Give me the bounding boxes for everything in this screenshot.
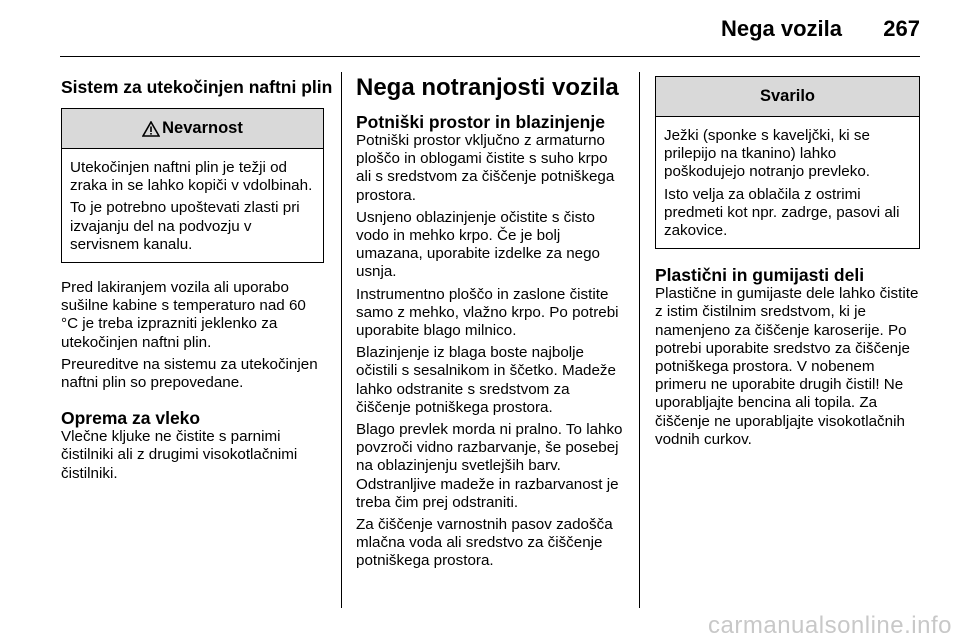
body-paragraph: Instrumentno ploščo in zaslone čistite samo z mehko, vlažno krpo. Po potrebi uporabite blago milnico. — [356, 285, 619, 340]
column-divider-1 — [341, 72, 342, 608]
warning-box — [61, 108, 324, 263]
warning-paragraph: To je potrebno upoštevati zlasti pri izvajanju del na podvozju v servisnem kanalu. — [70, 199, 300, 253]
caution-box-title: Svarilo — [759, 87, 816, 105]
column-3 — [655, 76, 920, 453]
body-paragraph: Blago prevlek morda ni pralno. To lahko povzroči vidno razbarvanje, še posebej na oblazinjenju svetlejših barv. Odstranljive madeže in razbarvanost je treba čim prej odstraniti. — [356, 421, 623, 511]
column-2 — [356, 76, 624, 575]
body-paragraph: Pred lakiranjem vozila ali uporabo sušilne kabine s temperaturo nad 60 °C je treba izprazniti jeklenko za utekočinjen naftni plin. — [61, 279, 306, 351]
section-heading-towing: Oprema za vleko — [61, 408, 201, 429]
warning-box-body — [62, 149, 323, 262]
warning-triangle-icon — [142, 121, 160, 137]
section-heading-lpg: Sistem za utekočinjen naftni plin — [61, 77, 333, 97]
watermark: carmanualsonline.info — [708, 612, 952, 639]
page-header — [0, 0, 960, 54]
body-paragraph: Za čiščenje varnostnih pasov zadošča mlačna voda ali sredstvo za čiščenje potniškega prostora. — [356, 516, 613, 570]
page-number: 267 — [883, 16, 920, 41]
caution-paragraph: Isto velja za oblačila z ostrimi predmeti kot npr. zadrge, pasovi ali zakovice. — [664, 185, 900, 240]
subheading-cabin: Potniški prostor in blazinjenje — [356, 112, 605, 132]
header-divider — [60, 56, 920, 57]
column-1 — [61, 76, 333, 487]
body-paragraph: Usnjeno oblazinjenje očistite s čisto vodo in mehko krpo. Če je bolj umazana, uporabite izdelke za nego usnja. — [356, 208, 601, 281]
caution-paragraph: Ježki (sponke s kaveljčki, ki se prilepijo na tkanino) lahko poškodujejo notranjo prevleko. — [664, 127, 871, 181]
caution-box-body — [656, 117, 919, 248]
caution-box-header — [656, 77, 919, 117]
body-paragraph: Blazinjenje iz blaga boste najbolje očistili s sesalnikom in ščetko. Madeže lahko odstranite s sredstvom za čiščenje potniškega prostora. — [356, 344, 616, 416]
section-heading-interior: Nega notranjosti vozila — [356, 74, 619, 101]
body-paragraph: Preureditve na sistemu za utekočinjen naftni plin so prepovedane. — [61, 355, 318, 392]
header-title: Nega vozila — [720, 16, 842, 41]
section-heading-plastic: Plastični in gumijasti deli — [655, 265, 865, 286]
caution-box — [655, 76, 920, 249]
column-divider-2 — [639, 72, 640, 608]
body-paragraph: Plastične in gumijaste dele lahko čistite z istim čistilnim sredstvom, ki je namenjeno za čiščenje karoserije. Po potrebi uporabite sredstvo za čiščenje potniškega prostora. V nobenem primeru ne uporabite drugih čistil! Ne uporabljajte bencina ali topila. Za čiščenje ne uporabljajte visokotlačnih vodnih curkov. — [655, 285, 919, 448]
body-paragraph: Vlečne kljuke ne čistite s parnimi čistilniki ali z drugimi visokotlačnimi čistilniki. — [61, 428, 298, 482]
warning-box-title: Nevarnost — [162, 119, 243, 137]
warning-paragraph: Utekočinjen naftni plin je težji od zraka in se lahko kopiči v vdolbinah. — [70, 159, 313, 195]
warning-box-header — [62, 109, 323, 149]
body-paragraph: Potniški prostor vključno z armaturno ploščo in oblogami čistite s suho krpo ali s sredstvom za čiščenje potniškega prostora. — [356, 132, 615, 204]
